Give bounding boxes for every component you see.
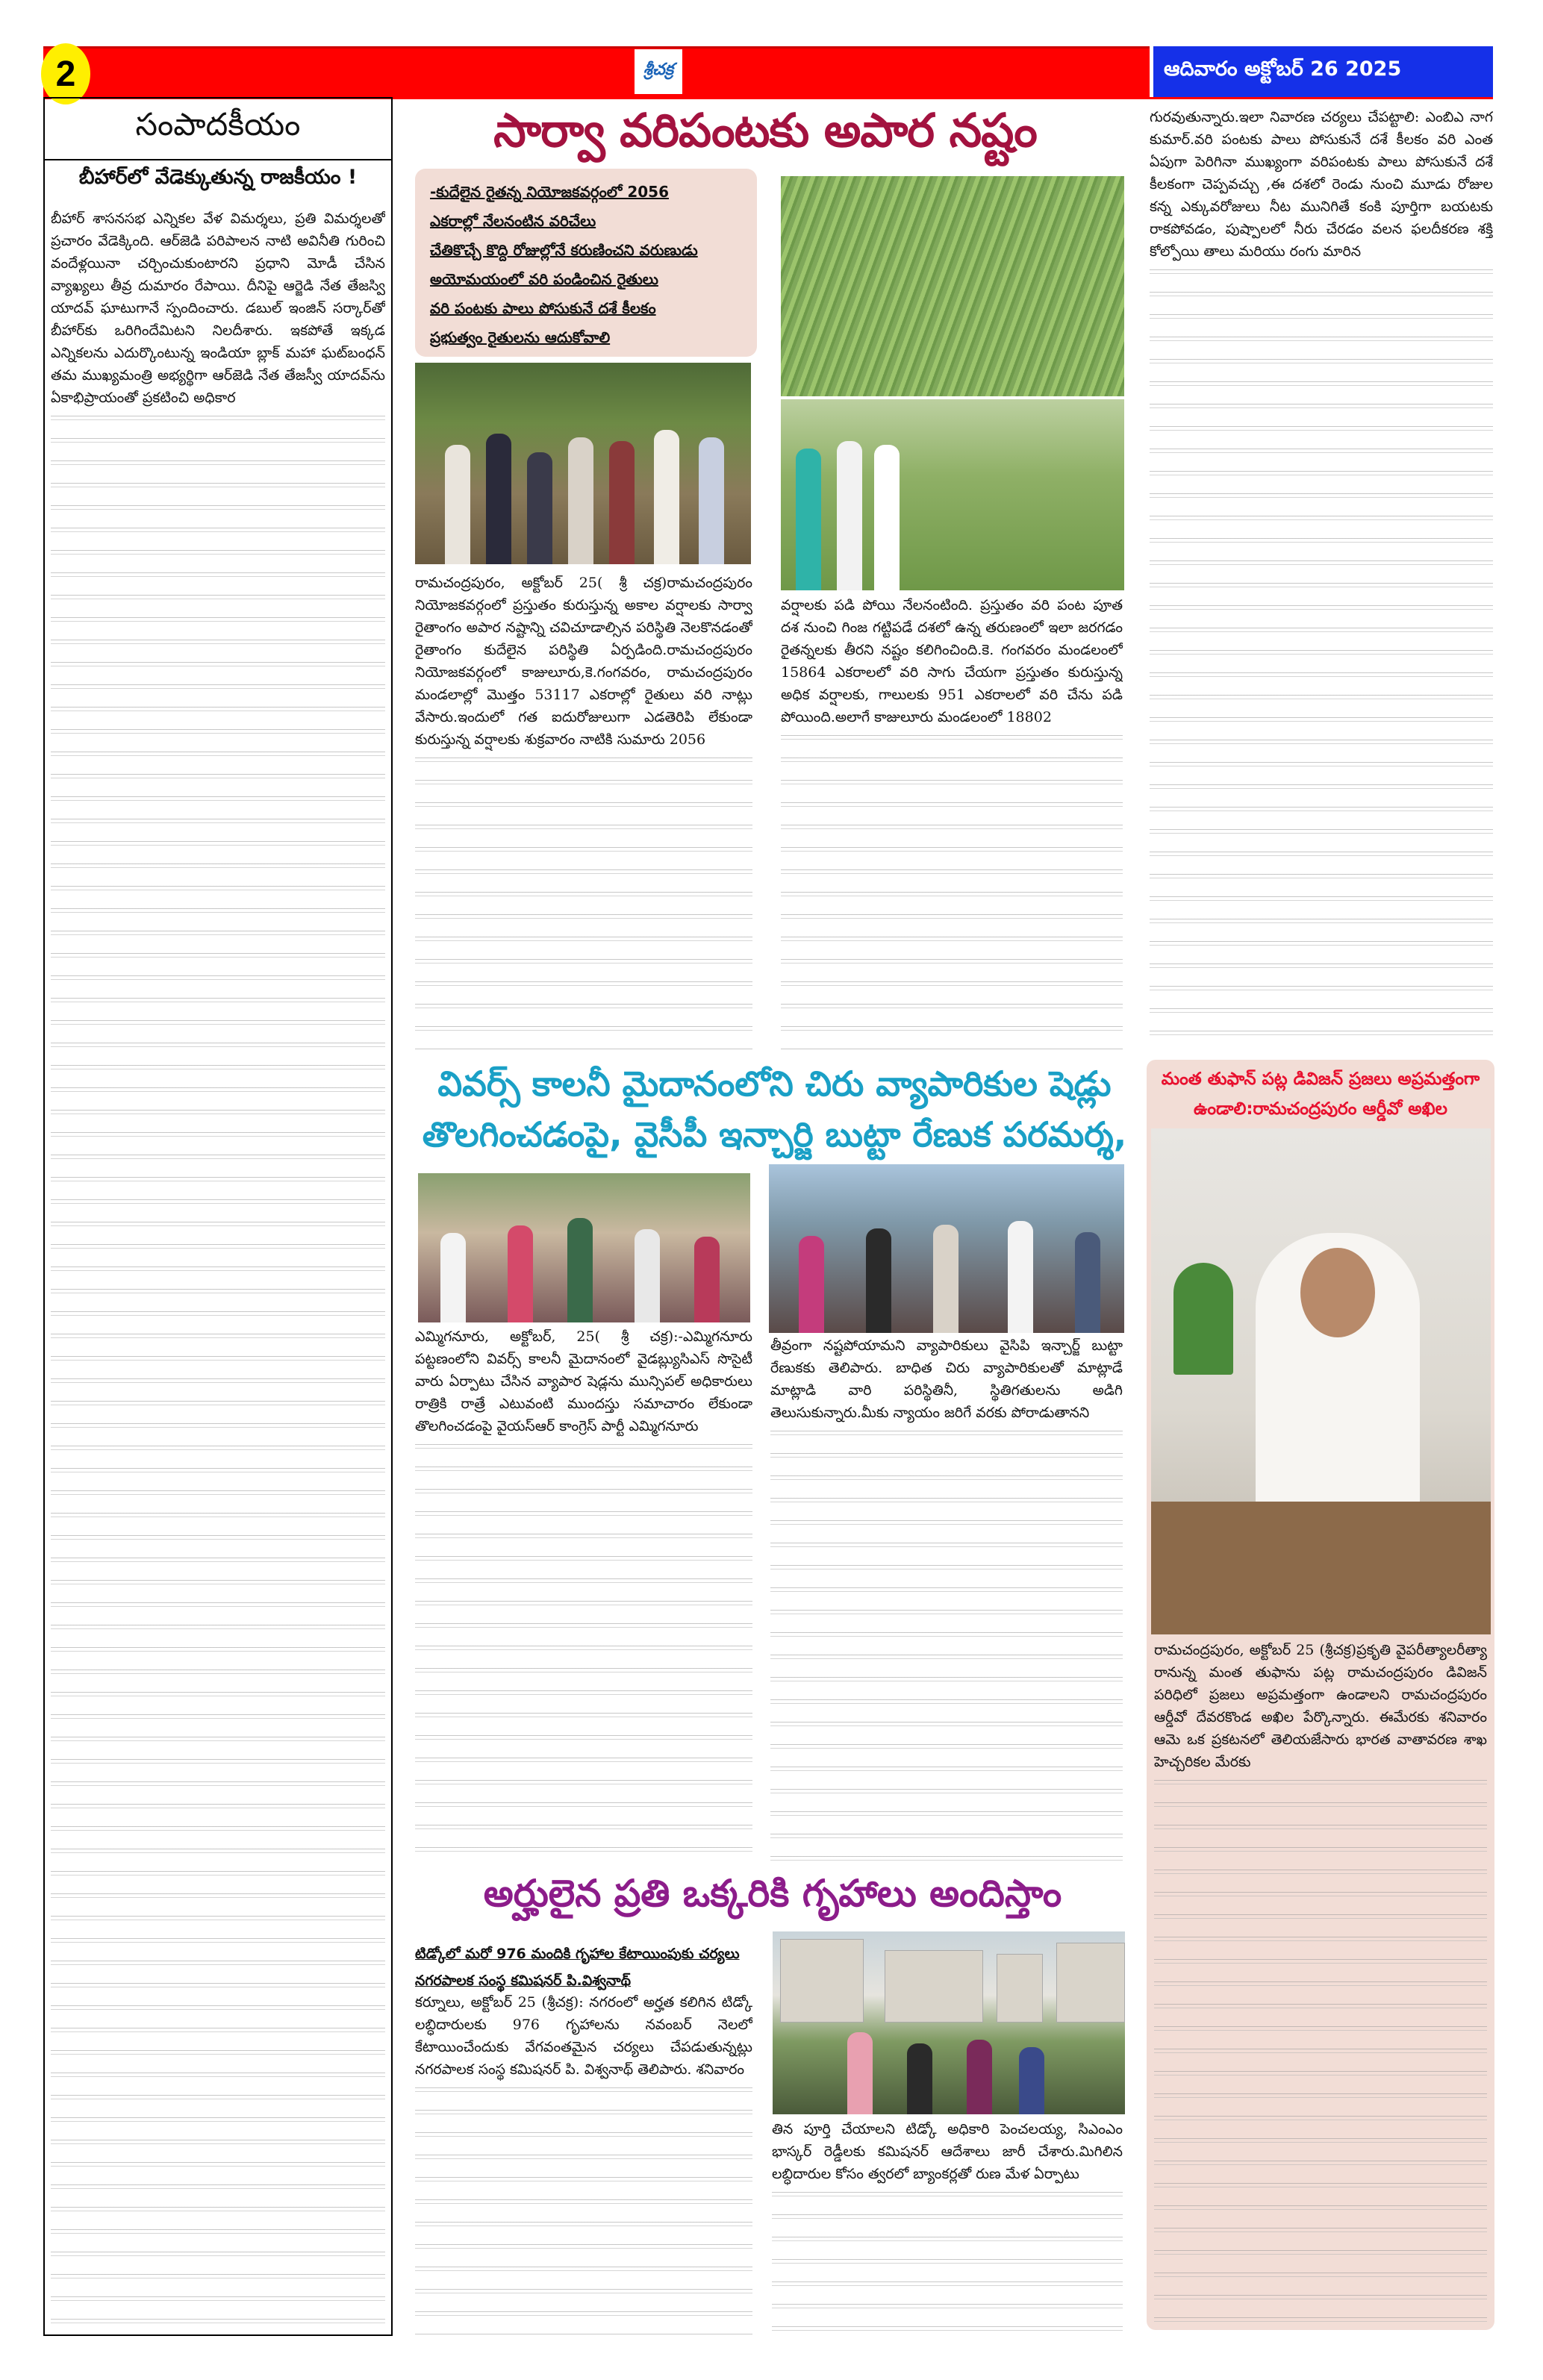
sheds-text: ఎమ్మిగనూరు, అక్టోబర్, 25( శ్రీ చక్ర):-ఎమ్మిగనూరు పట్టణంలోని వివర్స్ కాలనీ మైదానంలో వైడబ్ల్యుసిఎస్ సొసైటీ వారు ఏర్పాటు చేసిన వ్యాపార షెడ్లను మున్సిపల్ అధికారులు రాత్రికి రాత్రే ఎటువంటి ముందస్తు సమాచారం లేకుండా తొలగించడంపై వైయస్‌ఆర్ కాంగ్రెస్ పార్టీ ఎమ్మిగనూరు bbox=[415, 1328, 752, 1434]
photo-flattened-paddy bbox=[781, 176, 1124, 396]
paddy-headline: సార్వా వరిపంటకు అపార నష్టం bbox=[493, 103, 1037, 157]
highlight-line: -కుదేలైన రైతన్న నియోజకవర్గంలో 2056 bbox=[430, 183, 669, 201]
text-continuation bbox=[772, 2185, 1123, 2334]
cyclone-headline bbox=[1147, 1064, 1494, 1124]
text-continuation bbox=[781, 728, 1123, 1049]
cyclone-body bbox=[1154, 1639, 1487, 2322]
text-continuation bbox=[415, 751, 752, 1049]
text-continuation bbox=[1150, 263, 1493, 1050]
paddy-text: గురవుతున్నారు.ఇలా నివారణ చర్యలు చేపట్టాలి: ఎంబిఎ నాగ కుమార్.వరి పంటకు పాలు పోసుకునే దశే కీలకం వరి ఎంత ఏపుగా పెరిగినా ముఖ్యంగా వరిపంటకు పాలు పోసుకునే దశే కీలకంగా చెప్పవచ్చు ,ఈ దశలో రెండు నుంచి మూడు రోజుల కన్న ఎక్కువరోజులు నీట మునిగితే కంకి పూర్తిగా బయటకు రాకపోవడం, పుష్పాలలో నీరు చేరడం వలన ఫలదీకరణ శక్తి కోల్పోయి తాలు మరియు రంగు మారిన bbox=[1150, 109, 1493, 260]
paddy-highlights-box bbox=[415, 169, 757, 357]
sheds-headline-line: వివర్స్ కాలనీ మైదానంలోని చిరు వ్యాపారికుల షెడ్లు bbox=[437, 1063, 1112, 1104]
housing-subhead: టిడ్కోలో మరో 976 మందికి గృహాల కేటాయింపుకు చర్యలు bbox=[415, 1946, 740, 1962]
cyclone-headline-line: ఉండాలి:రామచంద్రపురం ఆర్డీవో అఖిల bbox=[1194, 1099, 1447, 1119]
photo-inspection-in-paddy bbox=[781, 399, 1124, 590]
paddy-text: వర్షాలకు పడి పోయి నేలనంటింది. ప్రస్తుతం వరి పంట పూత దశ నుంచి గింజ గట్టిపడే దశలో ఉన్న తరుణంలో ఇలా జరగడం రైతన్నలకు తీరని నష్టం కలిగించింది.కె. గంగవరం మండలంలో 15864 ఎకరాలలో వరి సాగు చేయగా ప్రస్తుతం కురుస్తున్న అధిక వర్షాలకు, గాలులకు 951 ఎకరాలలో వరి చేను పడి పోయింది.అలాగే కాజులూరు మండలంలో 18802 bbox=[781, 597, 1123, 725]
highlight-line: వరి పంటకు పాలు పోసుకునే దశే కీలకం bbox=[430, 299, 656, 317]
page-number-badge: 2 bbox=[41, 43, 90, 104]
photo-renuka-with-traders bbox=[418, 1173, 750, 1322]
text-continuation bbox=[51, 409, 385, 2331]
paddy-body-col1 bbox=[415, 572, 752, 1049]
highlight-line: ఎకరాల్లో నేలనంటిన వరిచేలు bbox=[430, 212, 596, 230]
highlight-line: ప్రభుత్వం రైతులను ఆదుకోవాలి bbox=[430, 328, 611, 346]
photo-tidco-houses bbox=[773, 1931, 1125, 2114]
photo-officials-in-field bbox=[415, 363, 751, 564]
sheds-headline-line: తొలగించడంపై, వైసీపీ ఇన్చార్జి బుట్టా రేణుక పరమర్శ, bbox=[422, 1114, 1127, 1155]
housing-subhead: నగరపాలక సంస్థ కమిషనర్ పి.విశ్వనాథ్ bbox=[415, 1973, 632, 1989]
cyclone-headline-line: మంత తుఫాన్ పట్ల డివిజన్ ప్రజలు అప్రమత్తంగా bbox=[1161, 1069, 1480, 1089]
issue-date: ఆదివారం అక్టోబర్ 26 2025 bbox=[1150, 46, 1493, 97]
paddy-body-col2 bbox=[781, 594, 1123, 1049]
photo-traders-gathering bbox=[769, 1164, 1124, 1333]
editorial-body bbox=[51, 207, 385, 2331]
newspaper-logo: శ్రీచక్ర bbox=[635, 49, 682, 94]
housing-subheads bbox=[415, 1940, 758, 1994]
cyclone-text: రామచంద్రపురం, అక్టోబర్ 25 (శ్రీచక్ర)ప్రకృతి వైపరీత్యాలరీత్యా రానున్న మంత తుఫాను పట్ల రామచంద్రపురం డివిజన్ పరిధిలో ప్రజలు అప్రమత్తంగా ఉండాలని రామచంద్రపురం ఆర్డీవో దేవరకొండ అఖిల పేర్కొన్నారు. ఈమేరకు శనివారం ఆమె ఒక ప్రకటనలో తెలియజేసారు భారత వాతావరణ శాఖ హెచ్చరికల మేరకు bbox=[1154, 1642, 1487, 1770]
paddy-text: రామచంద్రపురం, అక్టోబర్ 25( శ్రీ చక్ర)రామచంద్రపురం నియోజకవర్గంలో ప్రస్తుతం కురుస్తున్న అకాల వర్షాలకు సార్వా రైతాంగం అపార నష్టాన్ని చవిచూడాల్సిన పరిస్థితి నెలకొనడంతో రైతాంగం కుదేలైన పరిస్థితి ఏర్పడింది.రామచంద్రపురం నియోజకవర్గంలో కాజులూరు,కె.గంగవరం, రామచంద్రపురం మండలాల్లో మొత్తం 53117 ఎకరాల్లో రైతులు వరి నాట్లు వేసారు.ఇందులో గత ఐదురోజులుగా ఎడతెరిపి లేకుండా కురుస్తున్న వర్షాలకు శుక్రవారం నాటికి సుమారు 2056 bbox=[415, 575, 752, 748]
sheds-headline bbox=[414, 1058, 1135, 1160]
editorial-section-title: సంపాదకీయం bbox=[43, 97, 393, 160]
housing-body-col2 bbox=[772, 2118, 1123, 2334]
housing-headline: అర్హులైన ప్రతి ఒక్కరికి గృహాలు అందిస్తాం bbox=[483, 1872, 1062, 1915]
highlight-line: చేతికొచ్చే కొద్ది రోజుల్లోనే కరుణించని వరుణుడు bbox=[430, 241, 698, 259]
sheds-text: తీవ్రంగా నష్టపోయామని వ్యాపారికులు వైసిపి ఇన్చార్జ్ బుట్టా రేణుకకు తెలిపారు. బాధిత చిరు వ్యాపారికులతో మాట్లాడే మాట్లాడి వారి పరిస్థితినీ, స్థితిగతులను అడిగి తెలుసుకున్నారు.మీకు న్యాయం జరిగే వరకు పోరాడుతానని bbox=[770, 1337, 1123, 1421]
paddy-body-col3 bbox=[1150, 106, 1493, 1050]
sheds-body-col1 bbox=[415, 1325, 752, 1863]
photo-rdo-akhila bbox=[1151, 1128, 1491, 1634]
editorial-text: బీహార్ శాసనసభ ఎన్నికల వేళ విమర్శలు, ప్రతి విమర్శలతో ప్రచారం వేడెక్కింది. ఆర్‌జెడి పరిపాలన నాటి అవినీతి గురించి వందేళ్లయినా చర్చించుకుంటారని ప్రధాని మోడీ చేసిన వ్యాఖ్యలు తీవ్ర దుమారం రేపాయి. దీనిపై ఆర్జెడి నేత తేజస్వి యాదవ్ ఘాటుగానే స్పందించారు. డబుల్ ఇంజిన్ సర్కార్‌తో బీహార్‌కు ఒరిగిందేమిటని నిలదీశారు. ఇకపోతే ఇక్కడ ఎన్నికలను ఎదుర్కొంటున్న ఇండియా బ్లాక్ మహా ఘట్‌బంధన్ తమ ముఖ్యమంత్రి అభ్యర్థిగా ఆర్‌జెడి నేత తేజస్వీ యాదవ్‌ను ఏకాభిప్రాయంతో ప్రకటించి అధికార bbox=[51, 210, 385, 406]
housing-text: తిన పూర్తి చేయాలని టిడ్కో అధికారి పెంచలయ్య, సిఎంఎం భాస్కర్ రెడ్డీలకు కమిషనర్ ఆదేశాలు జారీ చేశారు.మిగిలిన లబ్ధిదారుల కోసం త్వరలో బ్యాంకర్లతో రుణ మేళ ఏర్పాటు bbox=[772, 2121, 1123, 2182]
housing-body-col1 bbox=[415, 1991, 752, 2334]
text-continuation bbox=[770, 1424, 1123, 1864]
text-continuation bbox=[415, 1437, 752, 1863]
sheds-body-col2 bbox=[770, 1334, 1123, 1864]
text-continuation bbox=[1154, 1773, 1487, 2322]
highlight-line: అయోమయంలో వరి పండించిన రైతులు bbox=[430, 270, 658, 288]
text-continuation bbox=[415, 2081, 752, 2334]
housing-text: కర్నూలు, అక్టోబర్ 25 (శ్రీచక్ర): నగరంలో అర్హత కలిగిన టిడ్కో లబ్ధిదారులకు 976 గృహాలను నవంబర్ నెలలో కేటాయించేందుకు వేగవంతమైన చర్యలు చేపడుతున్నట్లు నగరపాలక సంస్థ కమిషనర్ పి. విశ్వనాథ్ తెలిపారు. శనివారం bbox=[415, 1994, 752, 2078]
editorial-headline: బీహార్‌లో వేడెక్కుతున్న రాజకీయం ! bbox=[78, 166, 358, 189]
